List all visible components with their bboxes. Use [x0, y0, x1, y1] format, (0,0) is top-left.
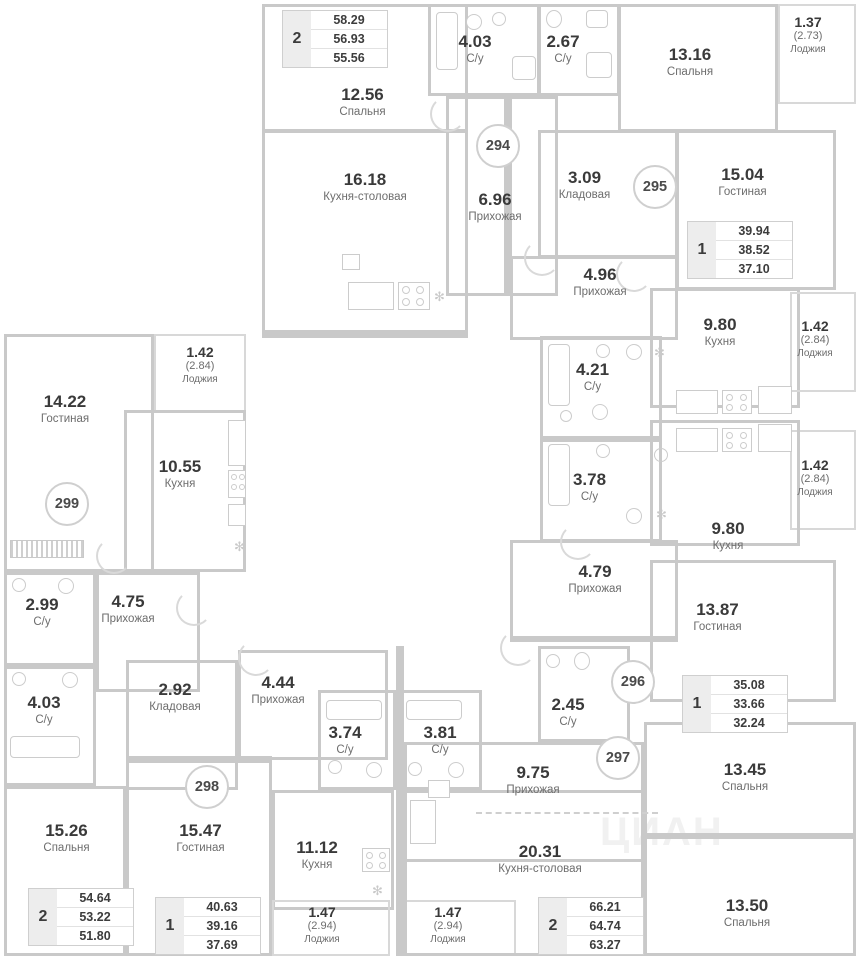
room-name: Кухня	[704, 335, 736, 348]
room-name: Гостиная	[693, 620, 742, 633]
room-label-bath-299	[6, 595, 78, 629]
room-area: 4.21	[575, 360, 610, 379]
room-label-loggia-137	[762, 14, 854, 55]
room-name: Кухня	[301, 858, 333, 871]
room-area: 4.96	[583, 265, 617, 284]
radiator-fixture	[10, 540, 84, 558]
room-label-bedroom-1316	[635, 45, 745, 79]
room-name: Кухня	[712, 539, 744, 552]
room-count: 1	[683, 676, 711, 732]
room-area: 4.03	[458, 32, 492, 51]
area-total: 39.94	[716, 222, 792, 241]
stove-burner	[402, 298, 410, 306]
stove-burner	[726, 432, 733, 439]
wall-strip-h-3	[126, 756, 272, 762]
room-area: 13.45	[723, 760, 767, 779]
dashed-divider	[476, 812, 658, 814]
area-summary-296	[682, 675, 788, 733]
area-with-coef: 39.16	[184, 917, 260, 936]
room-name: Прихожая	[573, 285, 627, 298]
toilet-fixture	[626, 344, 642, 360]
sink-fixture	[492, 12, 506, 26]
room-area: 3.81	[423, 723, 457, 742]
toilet-fixture	[626, 508, 642, 524]
stove-burner	[239, 474, 245, 480]
apartment-badge-299[interactable]	[45, 482, 89, 526]
room-name: Кладовая	[149, 700, 201, 713]
area-living: 32.24	[733, 716, 765, 730]
washer-fixture	[592, 404, 608, 420]
area-summary-299	[28, 888, 134, 946]
fan-icon: ✻	[656, 507, 667, 522]
area-summary-297	[538, 897, 644, 955]
apartment-number: 299	[54, 496, 80, 512]
room-name: С/у	[431, 743, 449, 756]
counter-fixture	[758, 424, 792, 452]
room-area: 13.87	[696, 600, 739, 619]
room-label-bedroom-1256	[305, 85, 420, 119]
room-name: Гостиная	[40, 412, 90, 425]
room-count: 2	[29, 889, 57, 945]
room-area: 11.12	[296, 838, 338, 857]
room-area: 3.78	[572, 470, 607, 489]
stove-burner	[726, 394, 733, 401]
counter-fixture	[228, 420, 246, 466]
room-name: Гостиная	[718, 185, 767, 198]
stove-burner	[366, 852, 373, 859]
room-name: С/у	[559, 715, 577, 728]
stove-burner	[231, 484, 237, 490]
room-label-hall-475	[78, 592, 178, 626]
room-name: Лоджия	[304, 933, 340, 945]
room-name: Кухня	[164, 477, 196, 490]
room-label-living-1387	[660, 600, 775, 634]
area-total: 40.63	[184, 898, 260, 917]
room-label-hall-496	[545, 265, 655, 299]
room-area: 2.99	[25, 595, 59, 614]
sink-fixture	[560, 410, 572, 422]
room-label-bath-267	[528, 32, 598, 66]
wall-strip-h-1	[262, 330, 468, 338]
room-area: 1.37	[794, 14, 822, 30]
room-label-kitchen-1618	[300, 170, 430, 204]
apartment-number: 296	[620, 674, 646, 690]
room-name: Спальня	[43, 841, 90, 854]
apartment-badge-298[interactable]	[185, 765, 229, 809]
room-area: 9.80	[703, 315, 737, 334]
apartment-badge-296[interactable]	[611, 660, 655, 704]
room-name: С/у	[33, 615, 51, 628]
room-area: 12.56	[341, 85, 384, 104]
room-coef: (2.84)	[800, 334, 830, 347]
room-name: Прихожая	[568, 582, 622, 595]
room-area: 13.50	[725, 896, 769, 915]
toilet-fixture	[62, 672, 78, 688]
stove-fixture	[362, 848, 390, 872]
area-with-coef: 64.74	[567, 917, 643, 936]
stove-burner	[740, 404, 747, 411]
room-name: Спальня	[666, 65, 714, 78]
stove-burner	[231, 474, 237, 480]
room-area: 13.16	[668, 45, 712, 64]
room-area: 4.44	[261, 673, 295, 692]
toilet-fixture	[546, 10, 562, 28]
apartment-number: 294	[485, 138, 511, 154]
stove-burner	[726, 404, 733, 411]
apartment-number: 295	[642, 179, 668, 195]
wall-strip-v-2	[396, 646, 404, 956]
stove-burner	[379, 852, 386, 859]
bathtub-fixture	[326, 700, 382, 720]
wall-strip-h-2	[510, 636, 678, 642]
room-label-kitchen-980-upper	[670, 315, 770, 349]
room-label-hall-696	[445, 190, 545, 224]
bathtub-fixture	[10, 736, 80, 758]
area-with-coef: 56.93	[311, 30, 387, 49]
room-name: Лоджия	[430, 933, 466, 945]
room-label-bedroom-1345	[690, 760, 800, 794]
room-name: Лоджия	[797, 347, 833, 359]
room-label-bedroom-1350	[692, 896, 802, 930]
room-area: 9.80	[711, 519, 745, 538]
area-with-coef: 38.52	[716, 241, 792, 260]
door-arc-6	[176, 590, 212, 626]
room-label-bath-245	[533, 695, 603, 729]
counter-fixture	[410, 800, 436, 844]
room-name: С/у	[554, 52, 572, 65]
apartment-badge-295[interactable]	[633, 165, 677, 209]
room-label-bath-378	[552, 470, 627, 504]
apartment-number: 298	[194, 779, 220, 795]
room-name: С/у	[336, 743, 354, 756]
room-label-loggia-142-left	[155, 344, 245, 385]
stove-fixture	[722, 428, 752, 452]
room-coef: (2.84)	[185, 360, 215, 373]
room-area: 2.92	[158, 680, 192, 699]
area-living: 37.10	[738, 262, 770, 276]
apartment-badge-297[interactable]	[596, 736, 640, 780]
room-area: 9.75	[516, 763, 550, 782]
room-area: 1.47	[308, 904, 336, 920]
sink-fixture	[596, 444, 610, 458]
bathtub-fixture	[406, 700, 462, 720]
room-area: 15.47	[179, 821, 222, 840]
room-coef: (2.73)	[793, 30, 823, 43]
room-label-living-1547	[148, 821, 253, 855]
room-count: 2	[539, 898, 567, 954]
room-name: С/у	[35, 713, 53, 726]
door-arc-1	[430, 96, 466, 132]
room-area: 4.79	[578, 562, 612, 581]
counter-fixture	[758, 386, 792, 414]
stove-burner	[416, 286, 424, 294]
counter-fixture	[676, 428, 718, 452]
sink-fixture	[546, 654, 560, 668]
room-area: 15.04	[721, 165, 764, 184]
room-label-bath-403-top	[440, 32, 510, 66]
room-label-living-1422	[10, 392, 120, 426]
room-label-store-292	[130, 680, 220, 714]
stove-burner	[740, 442, 747, 449]
room-name: Прихожая	[468, 210, 522, 223]
room-label-loggia-147-right	[408, 904, 488, 945]
stove-burner	[726, 442, 733, 449]
room-label-loggia-142-upper	[775, 318, 855, 359]
apartment-number: 297	[605, 750, 631, 766]
room-label-bath-403-left	[8, 693, 80, 727]
room-area: 1.42	[186, 344, 214, 360]
door-arc-7	[238, 640, 274, 676]
toilet-fixture	[466, 14, 482, 30]
area-living: 63.27	[589, 938, 621, 952]
sink-fixture	[408, 762, 422, 776]
room-name: Лоджия	[182, 373, 218, 385]
toilet-fixture	[366, 762, 382, 778]
room-area: 6.96	[478, 190, 512, 209]
area-living: 51.80	[79, 929, 111, 943]
room-area: 15.26	[45, 821, 88, 840]
room-label-kitchen-1112	[272, 838, 362, 872]
room-label-bath-421	[555, 360, 630, 394]
stove-burner	[379, 862, 386, 869]
watermark: ЦИАН	[600, 810, 724, 854]
sink-fixture	[428, 780, 450, 798]
fan-icon: ✻	[654, 345, 665, 360]
room-coef: (2.94)	[433, 920, 463, 933]
room-label-bath-374	[310, 723, 380, 757]
toilet-fixture	[448, 762, 464, 778]
room-label-hall-479	[540, 562, 650, 596]
room-label-kitchen-1055	[130, 457, 230, 491]
room-label-living-1504	[680, 165, 805, 199]
room-area: 1.42	[801, 457, 829, 473]
sink-fixture	[596, 344, 610, 358]
door-arc-5	[96, 538, 132, 574]
room-label-store-309	[537, 168, 632, 202]
sink-fixture	[328, 760, 342, 774]
room-name: Прихожая	[101, 612, 155, 625]
room-area: 3.09	[567, 168, 602, 187]
sink-fixture	[342, 254, 360, 270]
stove-burner	[239, 484, 245, 490]
room-name: Лоджия	[797, 486, 833, 498]
area-living: 55.56	[333, 51, 365, 65]
room-label-kitchen-2031	[470, 842, 610, 876]
sink-fixture	[12, 672, 26, 686]
room-label-bath-381	[405, 723, 475, 757]
stove-burner	[402, 286, 410, 294]
room-name: Кухня-столовая	[498, 862, 582, 875]
counter-fixture	[676, 390, 718, 414]
fridge-icon: ✻	[434, 289, 445, 304]
area-total: 35.08	[711, 676, 787, 695]
area-total: 58.29	[311, 11, 387, 30]
room-area: 14.22	[43, 392, 87, 411]
room-area: 20.31	[518, 842, 562, 861]
stove-burner	[366, 862, 373, 869]
room-label-hall-975	[478, 763, 588, 797]
room-name: Спальня	[721, 780, 769, 793]
room-label-kitchen-980-lower	[678, 519, 778, 553]
area-with-coef: 33.66	[711, 695, 787, 714]
room-count: 1	[688, 222, 716, 278]
room-coef: (2.94)	[307, 920, 337, 933]
room-area: 1.42	[801, 318, 829, 334]
stove-burner	[740, 432, 747, 439]
stove-fixture	[722, 390, 752, 414]
area-total: 66.21	[567, 898, 643, 917]
door-arc-4	[560, 524, 596, 560]
room-name: Прихожая	[251, 693, 305, 706]
area-with-coef: 53.22	[57, 908, 133, 927]
area-total: 54.64	[57, 889, 133, 908]
room-area: 2.67	[546, 32, 580, 51]
sink-fixture	[654, 448, 668, 462]
room-area: 1.47	[434, 904, 462, 920]
toilet-fixture	[58, 578, 74, 594]
room-area: 10.55	[158, 457, 202, 476]
room-name: Лоджия	[790, 43, 826, 55]
fridge-icon: ✻	[372, 883, 383, 898]
room-label-loggia-147-left	[282, 904, 362, 945]
sink-fixture	[228, 504, 246, 526]
room-name: С/у	[580, 490, 599, 503]
area-summary-294	[282, 10, 388, 68]
room-name: Спальня	[339, 105, 386, 118]
room-label-bedroom-1526	[14, 821, 119, 855]
room-name: Кладовая	[558, 188, 611, 201]
room-name: Спальня	[723, 916, 771, 929]
stove-burner	[416, 298, 424, 306]
room-label-loggia-142-lower	[775, 457, 855, 498]
fridge-icon: ✻	[234, 539, 245, 554]
sink-fixture	[12, 578, 26, 592]
room-area: 4.03	[27, 693, 61, 712]
room-count: 1	[156, 898, 184, 954]
door-arc-8	[500, 630, 536, 666]
toilet-fixture	[574, 652, 590, 670]
room-name: Кухня-столовая	[323, 190, 407, 203]
area-summary-295	[687, 221, 793, 279]
sink-fixture	[586, 10, 608, 28]
room-area: 3.74	[328, 723, 362, 742]
room-count: 2	[283, 11, 311, 67]
room-area: 16.18	[343, 170, 387, 189]
counter-fixture	[348, 282, 394, 310]
room-area: 4.75	[111, 592, 145, 611]
room-name: С/у	[583, 380, 602, 393]
stove-burner	[740, 394, 747, 401]
apartment-badge-294[interactable]	[476, 124, 520, 168]
area-living: 37.69	[206, 938, 238, 952]
room-name: С/у	[466, 52, 484, 65]
area-summary-298	[155, 897, 261, 955]
room-name: Гостиная	[176, 841, 225, 854]
room-name: Прихожая	[506, 783, 560, 796]
room-label-hall-444	[228, 673, 328, 707]
room-area: 2.45	[551, 695, 585, 714]
room-coef: (2.84)	[800, 473, 830, 486]
